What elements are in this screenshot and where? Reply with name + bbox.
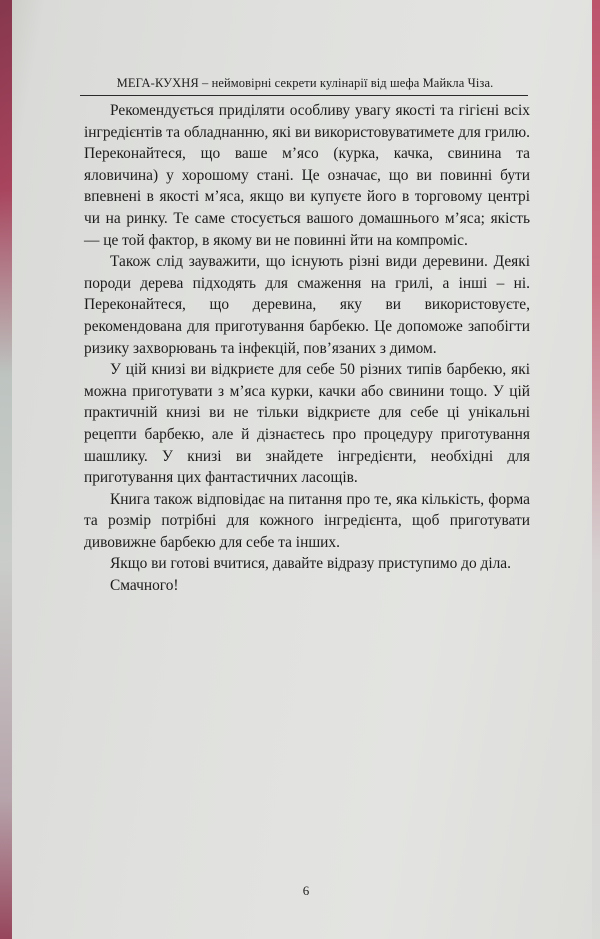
paragraph-wood-types: Також слід зауважити, що існують різні види деревини. Деякі породи дерева підходять для смаження на грилі, а інші – ні. Переконайтеся, що деревина, яку ви використовуєте, рекомендована для приготування барбекю. Це допоможе запобігти ризику захворювань та інфекцій, пов’язаних з димом.: [84, 253, 530, 357]
paragraph-book-contents: У цій книзі ви відкриєте для себе 50 різних типів барбекю, які можна приготувати з м’яса курки, качки або свинини тощо. У цій практичній книзі ви не тільки відкриєте для себе ці унікальні рецепти барбекю, але й дізнаєтесь про процедуру приготування шашлику. У книзі ви знайдете інгредієнти, необхідні для приготування цих фантастичних ласощів.: [84, 361, 530, 487]
paragraph-call-to-action: Якщо ви готові вчитися, давайте відразу приступимо до діла.: [110, 555, 511, 573]
header-rule: [80, 95, 528, 96]
body-text: [84, 100, 530, 597]
paragraph-quantities: Книга також відповідає на питання про те, яка кількість, форма та розмір потрібні для кожного інгредієнта, щоб приготувати дивовижне барбекю для себе та інших.: [84, 490, 530, 551]
page-number: 6: [302, 883, 310, 898]
page-edge-left: [0, 0, 12, 939]
paragraph-ingredients-quality: Рекомендується приділяти особливу увагу якості та гігієні всіх інгредієнтів та обладнанню, які ви використовуватимете для грилю. Переконайтеся, що ваше м’ясо (курка, качка, свинина та яловичина) у хорошому стані. Це означає, що ви повинні бути впевнені в якості м’яса, якщо ви купуєте його в торговому центрі чи на ринку. Те саме стосується вашого домашнього м’яса; якість — це той фактор, в якому ви не повинні йти на компроміс.: [84, 102, 530, 249]
paragraph-closing: Смачного!: [110, 577, 179, 595]
running-header: МЕГА-КУХНЯ – неймовірні секрети кулінарії від шефа Майкла Чіза.: [116, 76, 494, 90]
page-edge-right: [592, 0, 600, 939]
